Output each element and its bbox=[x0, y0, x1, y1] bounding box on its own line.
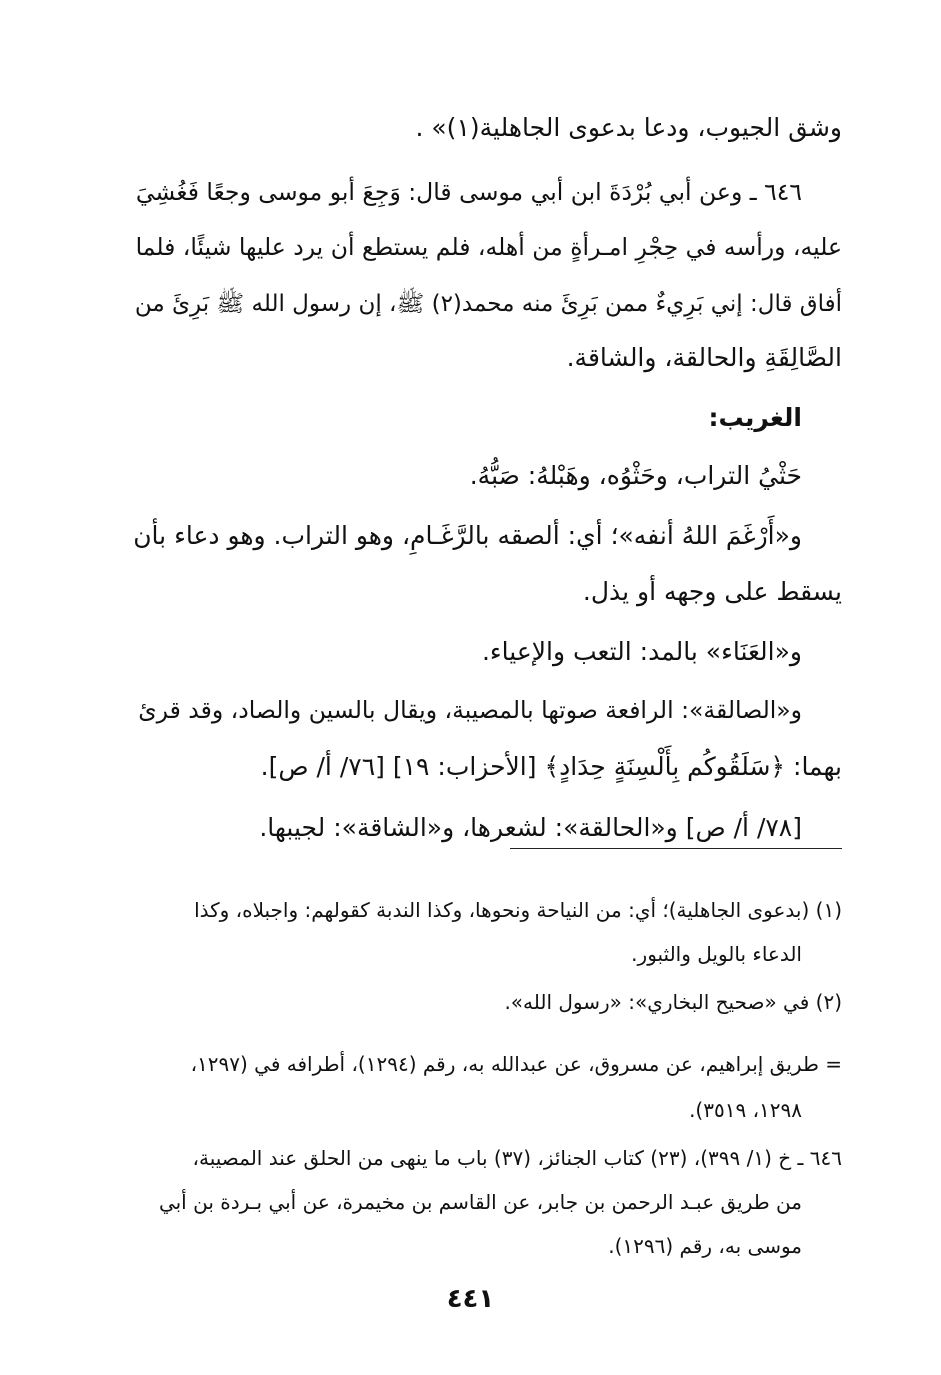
gharib-line: حَثْيُ التراب، وحَثْوُه، وهَبْلهُ: صَبُّهُ. bbox=[469, 461, 802, 490]
hadith-646-line: عليه، ورأسه في حِجْرِ امـرأةٍ من أهله، فلم يستطع أن يرد عليها شيئًا، فلما bbox=[135, 233, 842, 261]
gharib-line: بهما: ﴿سَلَقُوكُم بِأَلْسِنَةٍ حِدَادٍ﴾ [الأحزاب: ١٩] [٧٦/ أ/ ص]. bbox=[260, 752, 842, 781]
gharib-heading: الغريب: bbox=[708, 403, 802, 432]
takhrij-line: ٦٤٦ ـ خ (١/ ٣٩٩)، (٢٣) كتاب الجنائز، (٣٧) باب ما ينهى من الحلق عند المصيبة، bbox=[192, 1146, 842, 1170]
page-number: ٤٤١ bbox=[446, 1284, 495, 1314]
takhrij-line: موسى به، رقم (١٢٩٦). bbox=[608, 1234, 802, 1258]
body-line: وشق الجيوب، ودعا بدعوى الجاهلية(١)» . bbox=[415, 113, 842, 142]
footnote-separator bbox=[510, 848, 842, 849]
hadith-646-line: الصَّالِقَةِ والحالقة، والشاقة. bbox=[566, 343, 842, 372]
gharib-line: يسقط على وجهه أو يذل. bbox=[582, 577, 842, 606]
hadith-646-line: ٦٤٦ ـ وعن أبي بُرْدَةَ ابن أبي موسى قال: وَجِعَ أبو موسى وجعًا فَغُشِيَ bbox=[135, 178, 802, 206]
takhrij-line: من طريق عبـد الرحمن بن جابر، عن القاسم بن مخيمرة، عن أبي بـردة بن أبي bbox=[158, 1190, 802, 1214]
gharib-line: و«الصالقة»: الرافعة صوتها بالمصيبة، ويقال بالسين والصاد، وقد قرئ bbox=[138, 696, 802, 724]
gharib-line: و«أَرْغَمَ اللهُ أنفه»؛ أي: ألصقه بالرَّغَـامِ، وهو التراب. وهو دعاء بأن bbox=[133, 521, 802, 550]
footnote-1-line: الدعاء بالويل والثبور. bbox=[631, 942, 802, 966]
hadith-646-line: أفاق قال: إني بَرِيءٌ ممن بَرِئَ منه محمد(٢) ﷺ، إن رسول الله ﷺ بَرِئَ من bbox=[134, 291, 842, 317]
footnote-1-line: (١) (بدعوى الجاهلية)؛ أي: من النياحة ونحوها، وكذا الندبة كقولهم: واجبلاه، وكذا bbox=[194, 898, 842, 922]
takhrij-line: = طريق إبراهيم، عن مسروق، عن عبدالله به، رقم (١٢٩٤)، أطرافه في (١٢٩٧، bbox=[190, 1052, 842, 1076]
gharib-line: [٧٨/ أ/ ص] و«الحالقة»: لشعرها، و«الشاقة»: لجيبها. bbox=[259, 813, 802, 842]
footnote-2: (٢) في «صحيح البخاري»: «رسول الله». bbox=[504, 990, 842, 1014]
takhrij-line: ١٢٩٨، ٣٥١٩). bbox=[689, 1098, 802, 1122]
gharib-line: و«العَنَاء» بالمد: التعب والإعياء. bbox=[481, 637, 802, 666]
